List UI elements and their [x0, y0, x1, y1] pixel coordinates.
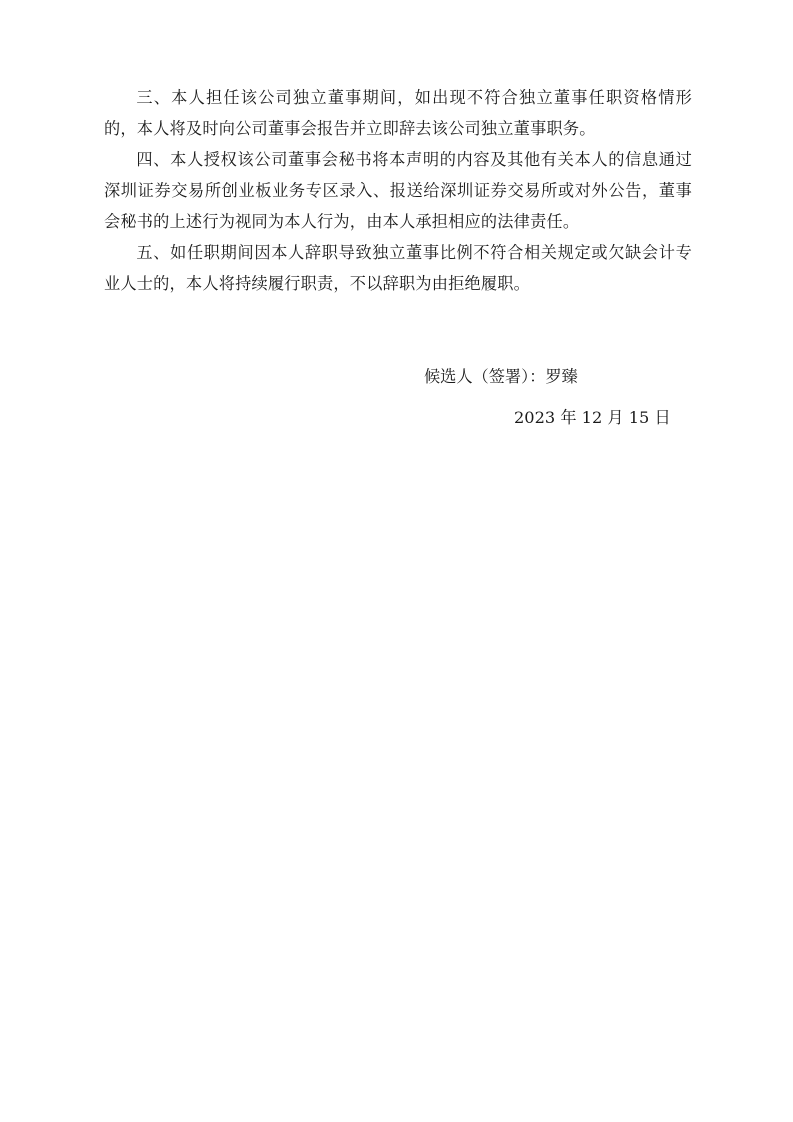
signature-block: [104, 361, 692, 433]
paragraph-three: 三、本人担任该公司独立董事期间，如出现不符合独立董事任职资格情形的，本人将及时向公司董事会报告并立即辞去该公司独立董事职务。: [104, 88, 692, 138]
document-body: [104, 82, 692, 433]
paragraph-five: 五、如任职期间因本人辞职导致独立董事比例不符合相关规定或欠缺会计专业人士的，本人将持续履行职责，不以辞职为由拒绝履职。: [104, 243, 692, 293]
signature-date: 2023 年 12 月 15 日: [514, 408, 671, 427]
signature-label: 候选人（签署）：罗臻: [424, 367, 578, 386]
paragraph-four: 四、本人授权该公司董事会秘书将本声明的内容及其他有关本人的信息通过深圳证券交易所创业板业务专区录入、报送给深圳证券交易所或对外公告，董事会秘书的上述行为视同为本人行为，由本人承担相应的法律责任。: [104, 150, 692, 231]
